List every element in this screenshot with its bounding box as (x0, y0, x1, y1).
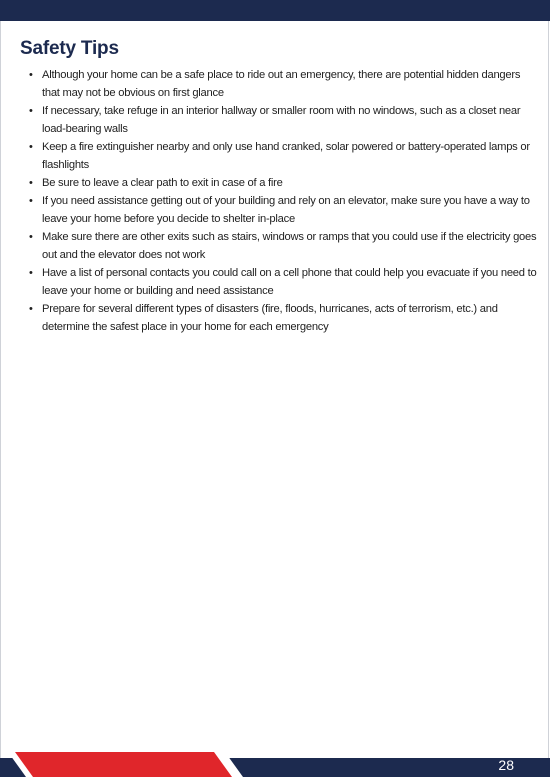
tip-text: Make sure there are other exits such as stairs, windows or ramps that you could use if the electricity goes out and the elevator does not work (42, 231, 537, 261)
tip-text: Keep a fire extinguisher nearby and only use hand cranked, solar powered or battery-operated lamps or flashlights (42, 141, 530, 171)
list-item (29, 228, 539, 264)
tip-text: Although your home can be a safe place to ride out an emergency, there are potential hidden dangers that may not be obvious on first glance (42, 69, 521, 99)
list-item (29, 192, 539, 228)
list-item (29, 300, 539, 336)
tip-text: Be sure to leave a clear path to exit in case of a fire (42, 177, 283, 189)
tip-text: If you need assistance getting out of your building and rely on an elevator, make sure you have a way to leave your home before you decide to shelter in-place (42, 195, 530, 225)
bullet-icon: • (29, 303, 33, 315)
page-number: 28 (498, 757, 514, 773)
list-item (29, 174, 539, 192)
tip-text: If necessary, take refuge in an interior hallway or smaller room with no windows, such as a closet near load-bearing walls (42, 105, 521, 135)
bullet-icon: • (29, 69, 33, 81)
list-item (29, 102, 539, 138)
list-item (29, 264, 539, 300)
bullet-icon: • (29, 177, 33, 189)
list-item (29, 138, 539, 174)
bullet-icon: • (29, 267, 33, 279)
safety-tips-list (29, 66, 539, 336)
tip-text: Have a list of personal contacts you could call on a cell phone that could help you evacuate if you need to leave your home or building and need assistance (42, 267, 537, 297)
bullet-icon: • (29, 231, 33, 243)
tip-text: Prepare for several different types of disasters (fire, floods, hurricanes, acts of terrorism, etc.) and determine the safest place in your home for each emergency (42, 303, 498, 333)
footer-graphic (0, 752, 550, 777)
section-heading: Safety Tips (20, 38, 119, 59)
footer-band (0, 752, 550, 777)
list-item (29, 66, 539, 102)
bullet-icon: • (29, 105, 33, 117)
bullet-icon: • (29, 141, 33, 153)
bullet-icon: • (29, 195, 33, 207)
header-band (0, 0, 550, 21)
